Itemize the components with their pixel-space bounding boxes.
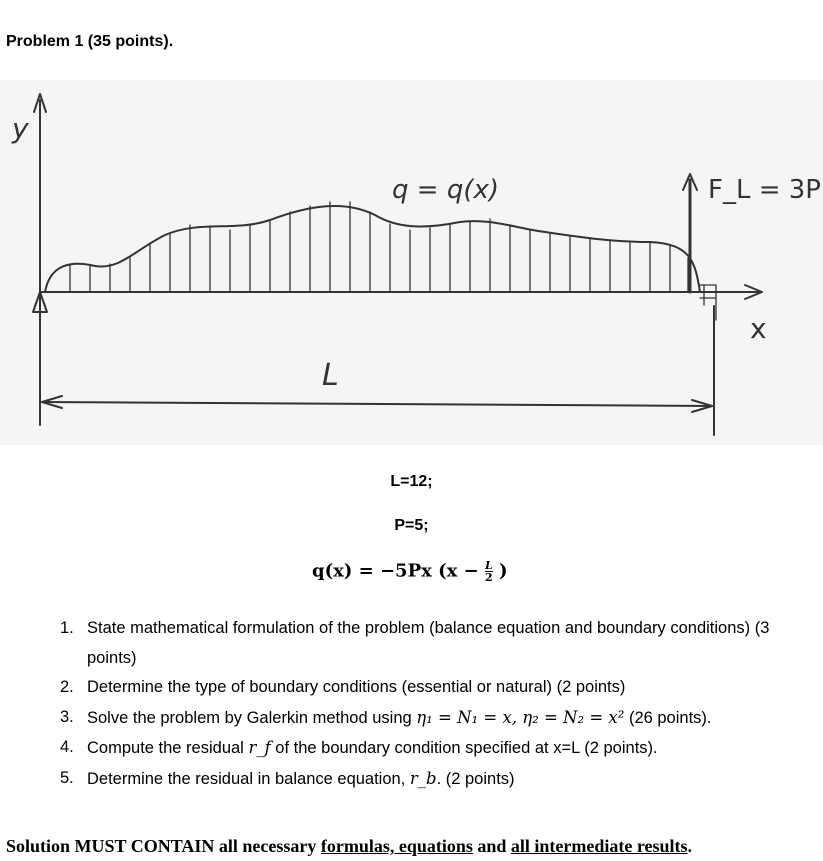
formula-lhs: q(x) = −5Px bbox=[312, 560, 432, 582]
task-item bbox=[60, 764, 800, 795]
fraction-denominator: 2 bbox=[485, 571, 493, 584]
load-formula bbox=[312, 560, 508, 583]
task-item bbox=[60, 673, 800, 703]
fraction-numerator: L bbox=[485, 559, 493, 572]
task-text: of the boundary condition specified at x=L (2 points). bbox=[270, 739, 658, 757]
task-item bbox=[60, 733, 800, 764]
task-math: η₁ = N₁ = x, η₂ = N₂ = x² bbox=[416, 707, 625, 727]
task-list bbox=[60, 614, 800, 794]
force-label: F_L = 3P bbox=[708, 175, 821, 205]
task-number: 3. bbox=[60, 707, 74, 726]
formula-fraction bbox=[485, 560, 493, 583]
load-hatching bbox=[70, 202, 688, 292]
param-L: L=12; bbox=[390, 473, 433, 490]
task-text: Compute the residual bbox=[87, 739, 249, 757]
note-text: Solution MUST CONTAIN all necessary bbox=[6, 836, 321, 856]
task-text: Determine the residual in balance equation, bbox=[87, 769, 410, 788]
beam-diagram bbox=[0, 80, 823, 445]
length-label: L bbox=[322, 358, 339, 393]
formula-open: (x − bbox=[438, 560, 479, 582]
task-math: r_f bbox=[248, 738, 271, 757]
dimension-line bbox=[42, 402, 712, 406]
task-number: 5. bbox=[60, 768, 74, 787]
task-text: Determine the type of boundary conditions (essential or natural) (2 points) bbox=[87, 678, 626, 696]
load-label: q = q(x) bbox=[392, 175, 499, 205]
beam-figure bbox=[0, 80, 823, 445]
load-curve bbox=[45, 206, 700, 292]
task-text: . (2 points) bbox=[436, 769, 515, 788]
param-P: P=5; bbox=[394, 517, 429, 534]
task-number: 1. bbox=[60, 619, 74, 637]
task-text: Solve the problem by Galerkin method using bbox=[87, 708, 417, 727]
note-underlined: formulas, equations bbox=[320, 836, 473, 856]
task-item bbox=[60, 614, 800, 673]
task-number: 4. bbox=[60, 738, 74, 756]
problem-title: Problem 1 (35 points). bbox=[6, 33, 174, 50]
task-text: State mathematical formulation of the problem (balance equation and boundary conditions) (3 points) bbox=[87, 619, 770, 667]
y-axis-label: y bbox=[12, 112, 29, 145]
task-text: (26 points). bbox=[624, 708, 712, 727]
task-math: r_b bbox=[409, 768, 437, 788]
task-item bbox=[60, 703, 800, 734]
x-axis-label: x bbox=[750, 312, 767, 345]
note-text: . bbox=[687, 836, 693, 856]
task-number: 2. bbox=[60, 678, 74, 696]
note-underlined: all intermediate results bbox=[510, 836, 688, 856]
note-text: and bbox=[472, 836, 511, 856]
formula-close: ) bbox=[499, 560, 508, 582]
solution-note bbox=[6, 836, 692, 857]
